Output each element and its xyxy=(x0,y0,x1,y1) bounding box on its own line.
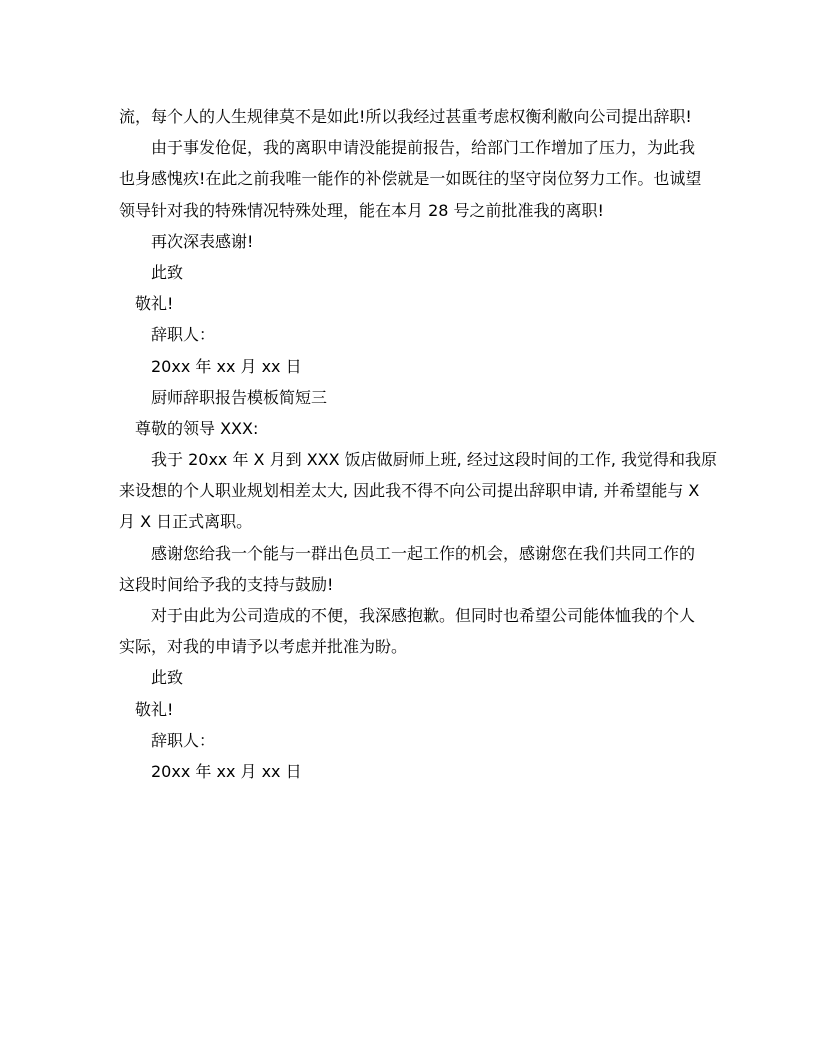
salutation-line: 敬礼! xyxy=(135,294,174,314)
paragraph-line: 月 X 日正式离职。 xyxy=(119,512,253,532)
paragraph-line: 领导针对我的特殊情况特殊处理，能在本月 28 号之前批准我的离职! xyxy=(119,200,604,220)
signature-label: 辞职人： xyxy=(151,730,216,750)
date-line: 20xx 年 xx 月 xx 日 xyxy=(151,356,302,376)
salutation-line: 敬礼! xyxy=(135,699,174,719)
paragraph-line: 来设想的个人职业规划相差太大, 因此我不得不向公司提出辞职申请, 并希望能与 X xyxy=(119,481,700,501)
closing-line: 此致 xyxy=(151,262,184,282)
greeting-line: 尊敬的领导 XXX: xyxy=(135,418,259,438)
paragraph-line: 这段时间给予我的支持与鼓励! xyxy=(119,574,334,594)
signature-label: 辞职人： xyxy=(151,325,216,345)
paragraph-line: 我于 20xx 年 X 月到 XXX 饭店做厨师上班, 经过这段时间的工作, 我觉得和我原 xyxy=(151,450,718,470)
date-line: 20xx 年 xx 月 xx 日 xyxy=(151,761,302,781)
paragraph-line: 流，每个人的人生规律莫不是如此!所以我经过甚重考虑权衡利敝向公司提出辞职! xyxy=(119,107,692,126)
paragraph-line: 由于事发伧促，我的离职申请没能提前报告，给部门工作增加了压力，为此我 xyxy=(151,138,696,158)
paragraph-line: 实际，对我的申请予以考虑并批准为盼。 xyxy=(119,637,408,657)
letter-body xyxy=(119,101,718,787)
thanks-line: 再次深表感谢! xyxy=(151,231,254,251)
closing-line: 此致 xyxy=(151,668,184,688)
paragraph-line: 也身感愧疚!在此之前我唯一能作的补偿就是一如既往的坚守岗位努力工作。也诚望 xyxy=(119,169,702,189)
paragraph-line: 感谢您给我一个能与一群出色员工一起工作的机会，感谢您在我们共同工作的 xyxy=(151,543,696,563)
section-title: 厨师辞职报告模板简短三 xyxy=(151,387,328,407)
paragraph-line: 对于由此为公司造成的不便，我深感抱歉。但同时也希望公司能体恤我的个人 xyxy=(151,606,696,625)
